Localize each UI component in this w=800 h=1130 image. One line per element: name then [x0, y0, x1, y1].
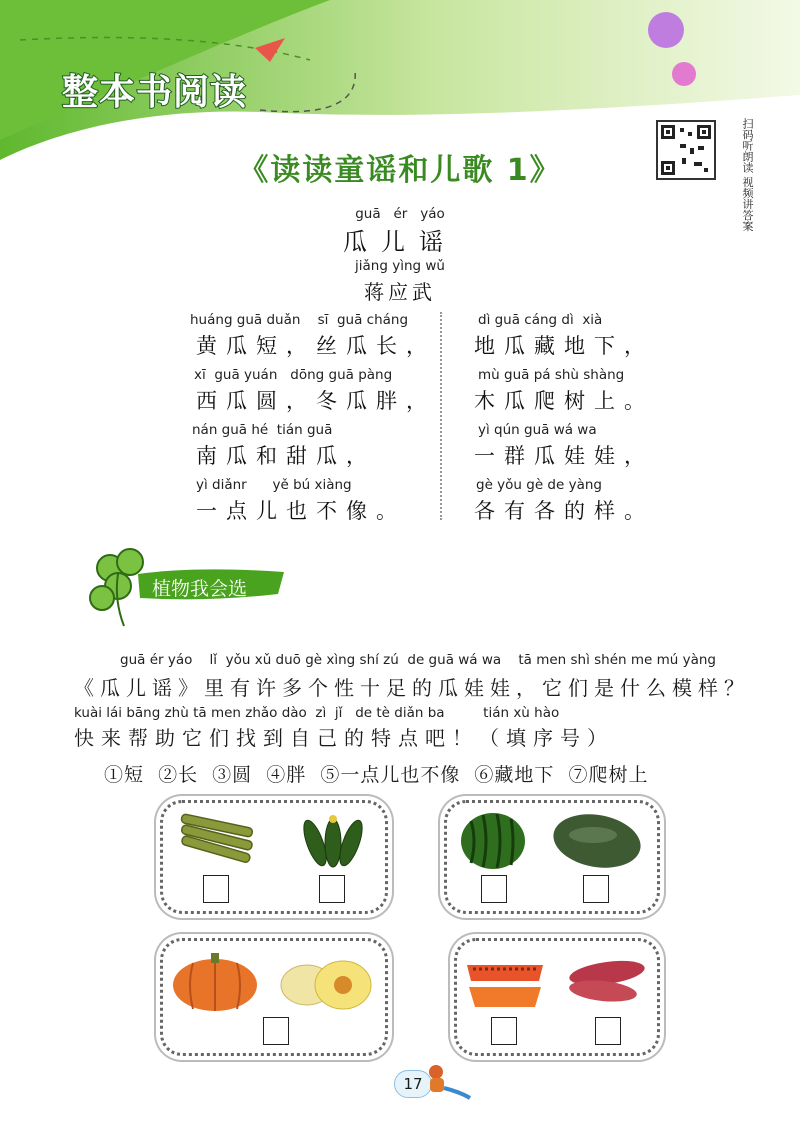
poem-right-line-1: 地瓜藏地下，	[474, 334, 654, 358]
picture-frame-4	[454, 938, 660, 1056]
section-badge-label: 植物我会选	[152, 578, 248, 600]
poem-left-pinyin-4: yì diǎnr yě bú xiàng	[196, 477, 352, 493]
poem-left-line-2: 西瓜圆，冬瓜胖，	[196, 389, 436, 413]
child-mascot-icon	[420, 1062, 474, 1102]
poem-title-pinyin: guā ér yáo	[355, 206, 445, 222]
answer-box-wax-gourd[interactable]	[583, 875, 609, 903]
poem-left-line-4: 一点儿也不像。	[196, 499, 406, 523]
poem-right-line-2: 木瓜爬树上。	[474, 389, 654, 413]
answer-box-sweet-potato[interactable]	[595, 1017, 621, 1045]
answer-box-watermelon[interactable]	[481, 875, 507, 903]
answer-box-papaya[interactable]	[491, 1017, 517, 1045]
section-title: 整本书阅读	[62, 72, 248, 113]
answer-box-loofah[interactable]	[203, 875, 229, 903]
answer-box-pumpkin-melon[interactable]	[263, 1017, 289, 1045]
question-line-2: 快来帮助它们找到自己的特点吧！（填序号）	[74, 726, 614, 750]
question-line-1: 《瓜儿谣》里有许多个性十足的瓜娃娃，它们是什么模样？	[74, 676, 750, 700]
melon-image	[277, 953, 377, 1013]
loofah-image	[175, 813, 259, 865]
papaya-image	[463, 951, 547, 1011]
qr-caption: 扫码听朗读 视频讲答案	[741, 118, 754, 232]
question-pinyin-1: guā ér yáo lǐ yǒu xǔ duō gè xìng shí zú de guā wá wa tā men shì shén me mú yàng	[120, 652, 717, 668]
picture-frame-3	[160, 938, 388, 1056]
poem-right-pinyin-3: yì qún guā wá wa	[478, 422, 597, 438]
answer-box-cucumber[interactable]	[319, 875, 345, 903]
poem-right-pinyin-1: dì guā cáng dì xià	[478, 312, 603, 328]
poem-right-line-4: 各有各的样。	[474, 499, 654, 523]
poem-divider	[440, 312, 442, 520]
poem-title: 瓜儿谣	[343, 228, 457, 256]
poem-left-pinyin-2: xī guā yuán dōng guā pàng	[194, 367, 393, 383]
author-pinyin: jiǎng yìng wǔ	[355, 258, 445, 274]
cucumber-image	[293, 813, 373, 871]
poem-left-line-3: 南瓜和甜瓜，	[196, 444, 376, 468]
picture-frame-1	[160, 800, 388, 914]
question-pinyin-2: kuài lái bāng zhù tā men zhǎo dào zì jǐ de tè diǎn ba tián xù hào	[74, 705, 560, 721]
poem-left-line-1: 黄瓜短，丝瓜长，	[196, 334, 436, 358]
page-number: 17	[394, 1070, 432, 1098]
picture-frame-2	[444, 800, 660, 914]
poem-left-pinyin-1: huáng guā duǎn sī guā cháng	[190, 312, 409, 328]
answer-choices: ①短 ②长 ③圆 ④胖 ⑤一点儿也不像 ⑥藏地下 ⑦爬树上	[104, 764, 649, 786]
poem-right-line-3: 一群瓜娃娃，	[474, 444, 654, 468]
poem-author: 蒋应武	[364, 280, 436, 304]
book-title: 《读读童谣和儿歌 1》	[238, 153, 562, 188]
poem-left-pinyin-3: nán guā hé tián guā	[192, 422, 333, 438]
poem-right-pinyin-4: gè yǒu gè de yàng	[476, 477, 602, 493]
pumpkin-image	[169, 949, 261, 1013]
clover-icon	[90, 549, 143, 626]
watermelon-image	[457, 809, 529, 871]
poem-right-pinyin-2: mù guā pá shù shàng	[478, 367, 625, 383]
sweet-potato-image	[561, 953, 651, 1009]
wax-gourd-image	[549, 809, 645, 873]
